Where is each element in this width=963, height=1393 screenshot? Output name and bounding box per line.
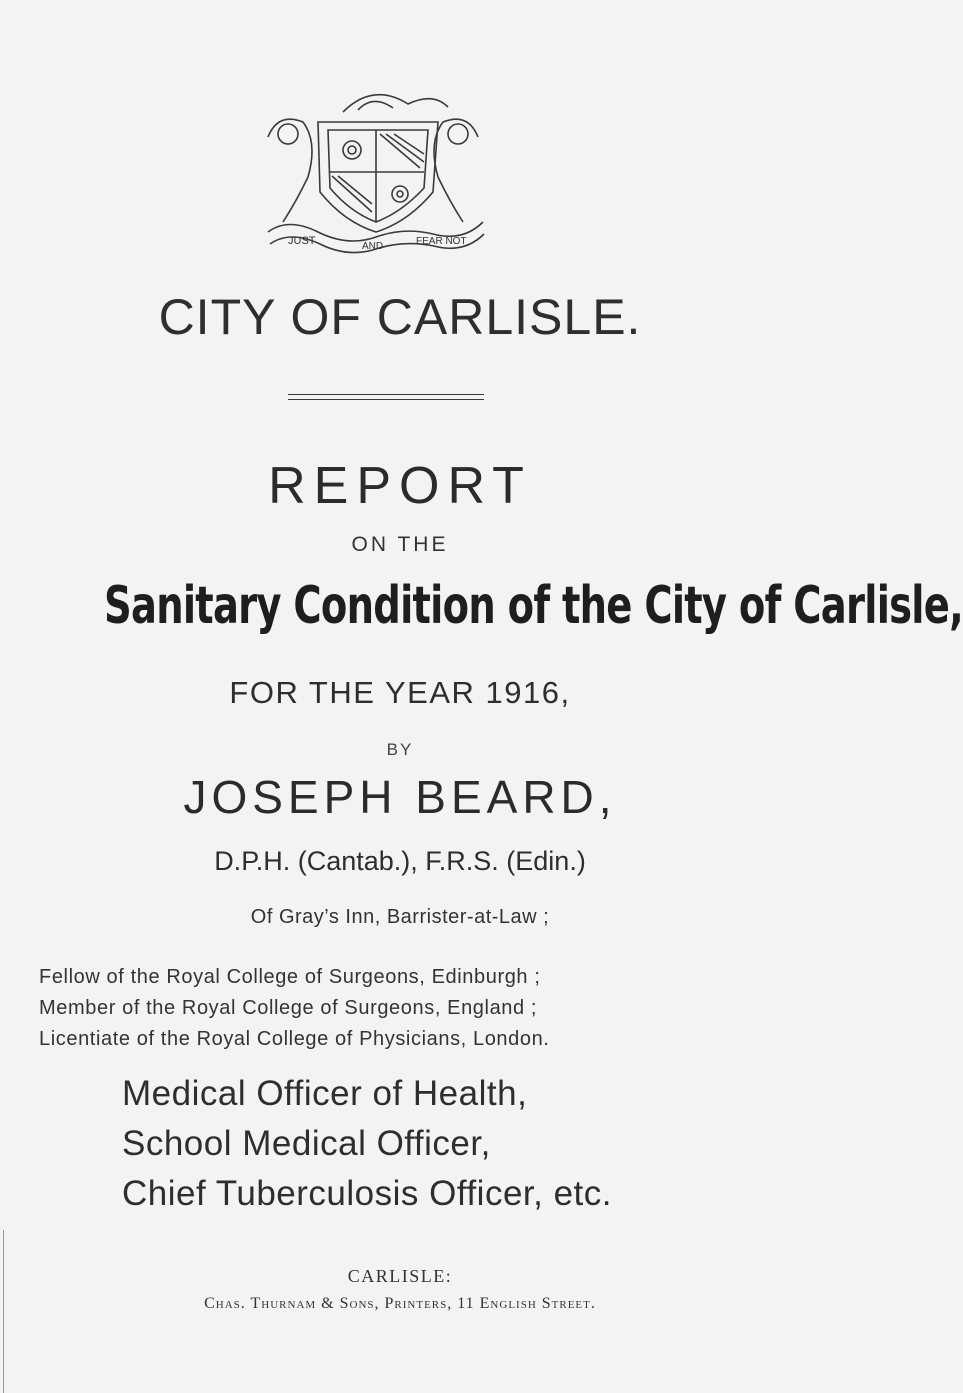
imprint-printer: Chas. Thurnam & Sons, Printers, 11 English Street.: [204, 1295, 596, 1312]
on-the-label: ON THE: [351, 533, 449, 556]
credential-line: Member of the Royal College of Surgeons, England ;: [39, 997, 538, 1019]
motto-right-text: FEAR NOT: [416, 236, 467, 247]
role-line: Medical Officer of Health,: [122, 1074, 528, 1113]
author-degrees: D.P.H. (Cantab.), F.R.S. (Edin.): [214, 846, 586, 876]
credential-line: Licentiate of the Royal College of Physicians, London.: [39, 1028, 550, 1050]
double-rule-top: [288, 394, 484, 395]
city-heading: CITY OF CARLISLE.: [158, 289, 642, 345]
city-coat-of-arms: [248, 82, 498, 257]
author-inn: Of Gray’s Inn, Barrister-at-Law ;: [250, 906, 550, 928]
imprint-place: CARLISLE:: [347, 1266, 453, 1286]
motto-middle-text: AND: [362, 241, 384, 252]
role-line: School Medical Officer,: [122, 1124, 491, 1163]
motto-left-text: JUST: [288, 235, 316, 247]
page-edge-mark: [3, 1230, 4, 1393]
report-heading: REPORT: [268, 457, 532, 515]
report-year: FOR THE YEAR 1916,: [229, 675, 571, 710]
by-label: BY: [386, 740, 414, 759]
credential-line: Fellow of the Royal College of Surgeons, Edinburgh ;: [39, 966, 541, 988]
author-name: JOSEPH BEARD,: [183, 771, 617, 823]
report-title: Sanitary Condition of the City of Carlisle,: [104, 576, 963, 636]
double-rule-bottom: [288, 399, 484, 400]
role-line: Chief Tuberculosis Officer, etc.: [122, 1174, 613, 1213]
